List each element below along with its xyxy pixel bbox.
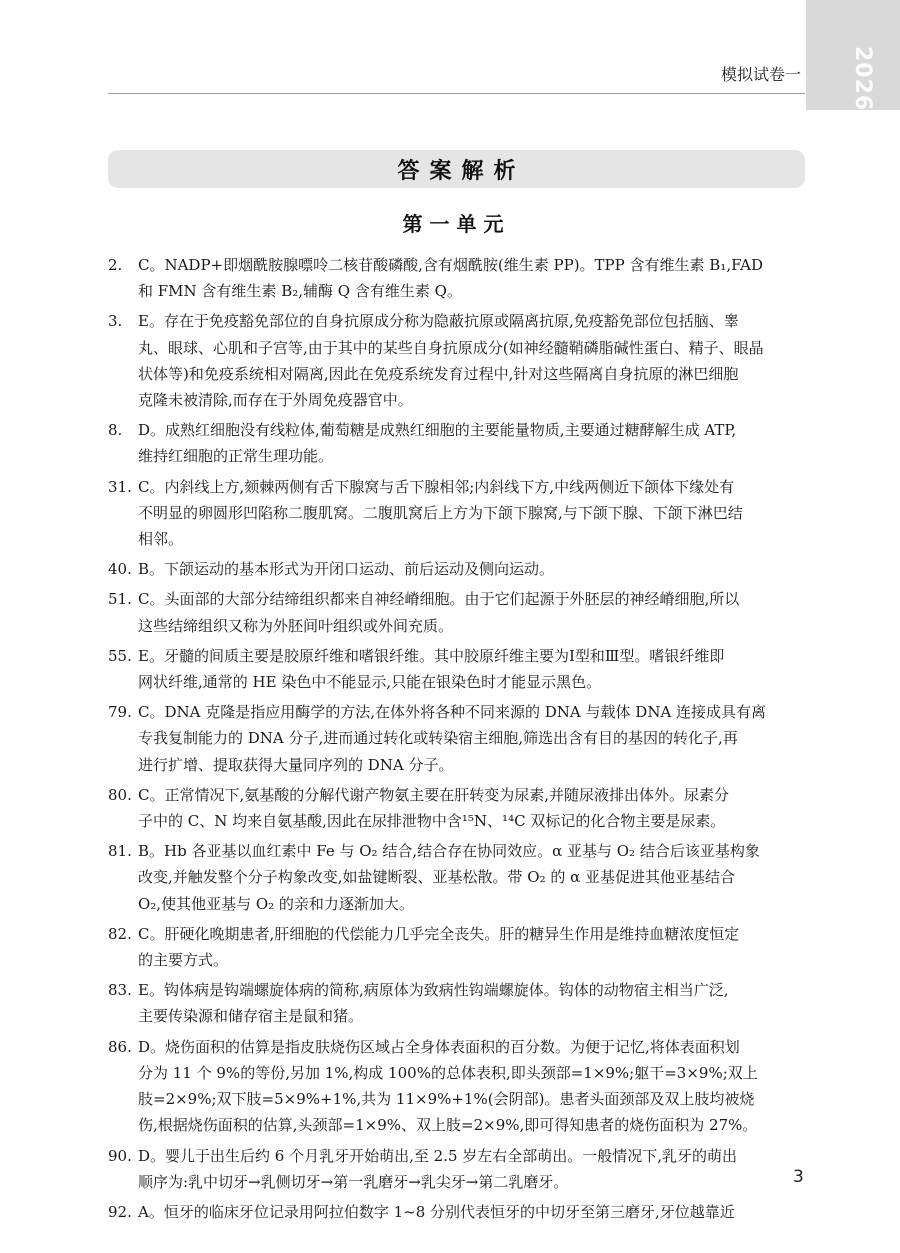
answer-text-line: C。肝硬化晚期患者,肝细胞的代偿能力几乎完全丧失。肝的糖异生作用是维持血糖浓度恒定 — [138, 924, 740, 943]
answer-text-line: 这些结缔组织又称为外胚间叶组织或外间充质。 — [138, 616, 454, 635]
answer-number: 86. — [108, 1037, 132, 1056]
answer-item — [108, 252, 805, 304]
answer-text-line: 进行扩增、提取获得大量同序列的 DNA 分子。 — [138, 755, 454, 774]
answer-item — [108, 308, 805, 413]
page-header — [108, 0, 805, 94]
answer-text-line: 维持红细胞的正常生理功能。 — [138, 447, 334, 466]
answer-text-line: 子中的 C、N 均来自氨基酸,因此在尿排泄物中含¹⁵N、¹⁴C 双标记的化合物主要是尿素。 — [138, 812, 726, 831]
answer-text-line: A。恒牙的临床牙位记录用阿拉伯数字 1~8 分别代表恒牙的中切牙至第三磨牙,牙位越靠近 — [138, 1202, 735, 1221]
page-number: 3 — [793, 1167, 804, 1187]
answer-text-line: 克隆未被清除,而存在于外周免疫器官中。 — [138, 391, 413, 410]
answer-number: 79. — [108, 703, 132, 722]
answer-item — [108, 1199, 805, 1225]
answer-text-line: D。烧伤面积的估算是指皮肤烧伤区域占全身体表面积的百分数。为便于记忆,将体表面积划 — [138, 1037, 740, 1056]
answer-text-line: 丸、眼球、心肌和子宫等,由于其中的某些自身抗原成分(如神经髓鞘磷脂碱性蛋白、精子、眼晶 — [138, 338, 764, 357]
answer-number: 8. — [108, 421, 123, 440]
answer-item — [108, 417, 805, 469]
answer-text-line: 的主要方式。 — [138, 951, 229, 970]
answer-number: 51. — [108, 590, 132, 609]
answer-text-line: C。内斜线上方,颏棘两侧有舌下腺窝与舌下腺相邻;内斜线下方,中线两侧近下颌体下缘处有 — [138, 477, 735, 496]
answer-item — [108, 474, 805, 553]
answer-item — [108, 1143, 805, 1195]
answer-text-line: 相邻。 — [138, 530, 184, 549]
answer-text-line: 顺序为:乳中切牙→乳侧切牙→第一乳磨牙→乳尖牙→第二乳磨牙。 — [138, 1172, 569, 1191]
answer-item — [108, 977, 805, 1029]
answer-item — [108, 782, 805, 834]
answer-number: 92. — [108, 1202, 132, 1221]
answer-text-line: B。Hb 各亚基以血红素中 Fe 与 O₂ 结合,结合存在协同效应。α 亚基与 O₂ 结合后该亚基构象 — [138, 842, 760, 861]
answer-text-line: 状体等)和免疫系统相对隔离,因此在免疫系统发育过程中,针对这些隔离自身抗原的淋巴细胞 — [138, 364, 739, 383]
section-title: 第一单元 — [402, 212, 511, 236]
answer-text-line: C。头面部的大部分结缔组织都来自神经嵴细胞。由于它们起源于外胚层的神经嵴细胞,所以 — [138, 590, 740, 609]
answer-text-line: 肢=2×9%;双下肢=5×9%+1%,共为 11×9%+1%(会阴部)。患者头面颈部及双上肢均被烧 — [138, 1090, 755, 1109]
answer-list — [108, 252, 805, 1229]
answer-text-line: B。下颌运动的基本形式为开闭口运动、前后运动及侧向运动。 — [138, 560, 555, 579]
answer-text-line: E。牙髓的间质主要是胶原纤维和嗜银纤维。其中胶原纤维主要为Ⅰ型和Ⅲ型。嗜银纤维即 — [138, 646, 725, 665]
answer-number: 90. — [108, 1146, 132, 1165]
answer-number: 55. — [108, 646, 132, 665]
answer-text-line: 不明显的卵圆形凹陷称二腹肌窝。二腹肌窝后上方为下颌下腺窝,与下颌下腺、下颌下淋巴结 — [138, 503, 743, 522]
side-tab — [806, 0, 900, 110]
answer-number: 31. — [108, 477, 132, 496]
answer-item — [108, 699, 805, 778]
answer-number: 80. — [108, 785, 132, 804]
answer-text-line: 改变,并触发整个分子构象改变,如盐键断裂、亚基松散。带 O₂ 的 α 亚基促进其他亚基结合 — [138, 868, 736, 887]
answer-item — [108, 838, 805, 917]
answer-number: 81. — [108, 842, 132, 861]
answer-text-line: 专我复制能力的 DNA 分子,进而通过转化或转染宿主细胞,筛选出含有目的基因的转化子,再 — [138, 729, 738, 748]
answer-item — [108, 556, 805, 582]
answer-number: 83. — [108, 981, 132, 1000]
banner-title: 答案解析 — [397, 158, 526, 184]
answer-text-line: D。成熟红细胞没有线粒体,葡萄糖是成熟红细胞的主要能量物质,主要通过糖酵解生成 ATP, — [138, 421, 737, 440]
answer-number: 40. — [108, 560, 132, 579]
answer-text-line: C。NADP+即烟酰胺腺嘌呤二核苷酸磷酸,含有烟酰胺(维生素 PP)。TPP 含有维生素 B₁,FAD — [138, 256, 764, 274]
answer-text-line: O₂,使其他亚基与 O₂ 的亲和力逐渐加大。 — [138, 894, 414, 913]
answer-text-line: E。存在于免疫豁免部位的自身抗原成分称为隐蔽抗原或隔离抗原,免疫豁免部位包括脑、睾 — [138, 312, 739, 331]
answer-text-line: 和 FMN 含有维生素 B₂,辅酶 Q 含有维生素 Q。 — [138, 282, 462, 301]
answer-text-line: C。DNA 克隆是指应用酶学的方法,在体外将各种不同来源的 DNA 与载体 DNA 连接成具有离 — [138, 703, 767, 722]
answer-text-line: C。正常情况下,氨基酸的分解代谢产物氨主要在肝转变为尿素,并随尿液排出体外。尿素分 — [138, 785, 730, 804]
answer-banner — [108, 150, 805, 188]
answer-text-line: 网状纤维,通常的 HE 染色中不能显示,只能在银染色时才能显示黑色。 — [138, 673, 602, 692]
answer-text-line: D。婴儿于出生后约 6 个月乳牙开始萌出,至 2.5 岁左右全部萌出。一般情况下,乳牙的萌出 — [138, 1146, 738, 1165]
answer-number: 82. — [108, 924, 132, 943]
answer-item — [108, 1034, 805, 1139]
answer-item — [108, 921, 805, 973]
answer-item — [108, 586, 805, 638]
answer-item — [108, 643, 805, 695]
answer-number: 3. — [108, 312, 123, 331]
answer-text-line: 主要传染源和储存宿主是鼠和猪。 — [138, 1007, 364, 1026]
answer-number: 2. — [108, 256, 123, 274]
answer-text-line: 伤,根据烧伤面积的估算,头颈部=1×9%、双上肢=2×9%,即可得知患者的烧伤面积为 27%。 — [138, 1116, 758, 1135]
side-tab-label: 2026 — [850, 46, 875, 112]
running-title: 模拟试卷一 — [720, 65, 801, 84]
answer-text-line: E。钩体病是钩端螺旋体病的简称,病原体为致病性钩端螺旋体。钩体的动物宿主相当广泛, — [138, 981, 729, 1000]
answer-text-line: 分为 11 个 9%的等份,另加 1%,构成 100%的总体表积,即头颈部=1×9%;躯干=3×9%;双上 — [138, 1063, 758, 1082]
